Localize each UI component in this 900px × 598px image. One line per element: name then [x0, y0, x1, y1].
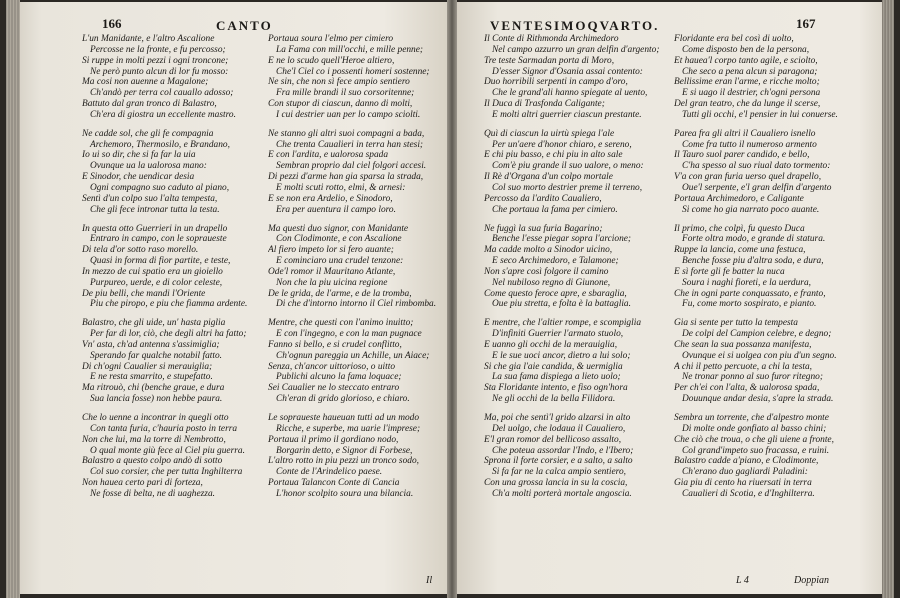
verse-line: E molti scuti rotto, elmi, & arnesi:	[276, 182, 406, 193]
running-head-right: VENTESIMOQVARTO.	[490, 18, 660, 33]
verse-line: Ma cadde molto a Sinodor uicino,	[484, 245, 613, 256]
verse-line: Io ui so dir, che si fa far la uia	[82, 150, 196, 161]
left-column-2	[268, 34, 450, 508]
verse-line: E si uago il destrier, ch'ogni persona	[682, 88, 821, 99]
verse-line: E uanno gli occhi de la merauiglia,	[484, 339, 618, 350]
verse-line: E se non era Ardelio, e Sinodoro,	[268, 193, 393, 204]
stanza	[268, 224, 450, 311]
verse-line: Sembran proprio dal ciel folgori accesi.	[276, 161, 427, 172]
verse-line: Portaua soura l'elmo per cimiero	[268, 34, 394, 44]
verse-line: I cui destrier uan per lo campo sciolti.	[276, 109, 421, 120]
verse-line: Ovunque ua la ualorosa mano:	[90, 161, 207, 172]
verse-line: Caualieri di Scotia, e d'Inghilterra.	[682, 488, 815, 499]
verse-line: Non hauea certo pari di forteza,	[82, 478, 203, 489]
verse-line: Et hauea'l corpo tanto agile, e sciolto,	[674, 55, 818, 66]
verse-line: C'ha spesso al suo riual dato tormento:	[682, 161, 831, 172]
verse-line: Parea fra gli altri il Caualiero isnello	[674, 128, 816, 139]
stanza	[484, 34, 668, 121]
verse-line: E Sinodor, che uendicar desia	[82, 172, 195, 183]
verse-line: Percosso da l'ardito Caualiero,	[484, 193, 602, 204]
verse-line: Si come ho gia narrato poco auante.	[682, 204, 820, 215]
verse-line: Borgarin detto, e Signor di Forbese,	[276, 445, 413, 456]
verse-line: Non che lui, ma la torre di Nembrotto,	[82, 434, 226, 445]
verse-line: Sprona il forte corsier, e a salto, a salto	[484, 456, 633, 467]
verse-line: Non s'apre così folgore il camino	[484, 266, 609, 277]
verse-line: Ne gli occhi de la bella Filidora.	[492, 394, 616, 405]
verse-line: E ne resta smarrito, e stupefatto.	[90, 372, 213, 383]
verse-line: Del gran teatro, che da lunge il scerse,	[674, 99, 821, 110]
verse-line: Nel nubiloso regno di Giunone,	[492, 277, 611, 288]
verse-line: Ogni compagno suo caduto al piano,	[90, 182, 230, 193]
stanza	[484, 224, 668, 311]
left-column-1	[82, 34, 266, 508]
verse-line: Duo horribili serpenti in campo d'oro,	[484, 77, 628, 88]
stanza	[484, 318, 668, 405]
verse-line: E ne lo scudo quell'Heroe altiero,	[268, 55, 395, 66]
verse-line: Soura i naghi fioreti, e la uerdura,	[682, 277, 811, 288]
verse-line: Forte oltra modo, e grande di statura.	[682, 234, 826, 245]
verse-line: E le sue uoci ancor, dietro a lui solo;	[492, 350, 631, 361]
verse-line: L'un Manidante, e l'altro Ascalione	[82, 34, 215, 44]
verse-line: D'infiniti Guerrier l'armato stuolo,	[492, 329, 624, 340]
verse-line: Col grand'impeto suo fracassa, e ruini.	[682, 445, 830, 456]
page-number-left: 166	[102, 16, 122, 31]
verse-line: Gia piu di cento ha riuersati in terra	[674, 478, 812, 489]
verse-line: Sua lancia fosse) non hebbe paura.	[90, 394, 223, 405]
verse-line: Com'è piu grande il suo ualore, o meno:	[492, 161, 644, 172]
verse-line: Ne fuggì la sua furia Bagarino;	[484, 223, 603, 234]
verse-line: Per far di lor, ciò, che degli altri ha fatto;	[90, 329, 247, 340]
verse-line: Conte de l'Arindelico paese.	[276, 467, 383, 478]
stanza	[82, 224, 266, 311]
verse-line: In mezzo de cui spatio era un gioiello	[82, 266, 223, 277]
verse-line: Archemoro, Thermosilo, e Brandano,	[90, 139, 230, 150]
verse-line: Ma questi duo signor, con Manidante	[268, 223, 409, 234]
page-number-right: 167	[796, 16, 816, 31]
verse-line: Fu, come morto sospirato, e pianto.	[682, 299, 817, 310]
verse-line: Ch'erano duo gagliardi Paladini:	[682, 467, 808, 478]
stanza	[484, 413, 668, 500]
verse-line: Del uolgo, che lodaua il Caualiero,	[492, 423, 626, 434]
verse-line: V'a con gran furia uerso quel drapello,	[674, 172, 822, 183]
verse-line: Che sean la sua possanza manifesta,	[674, 339, 812, 350]
verse-line: Tre teste Sarmadan porta di Moro,	[484, 55, 615, 66]
catchword-right: Doppian	[794, 575, 829, 586]
catchword-left: Il	[426, 575, 433, 586]
verse-line: Gia si sente per tutto la tempesta	[674, 318, 798, 329]
verse-line: Balastro cadde a'piano, e Clodimonte,	[674, 456, 819, 467]
verse-line: Che gli fece intronar tutta la testa.	[90, 204, 220, 215]
verse-line: Di molte onde gonfiato al basso chini;	[682, 423, 827, 434]
verse-line: Sperando far qualche notabil fatto.	[90, 350, 223, 361]
running-head-left: CANTO	[216, 18, 273, 33]
verse-line: Ne stanno gli altri suoi compagni a bada,	[268, 128, 425, 139]
verse-line: Col suo corsier, che per tutta Inghilterra	[90, 467, 243, 478]
verse-line: E con l'ardita, e ualorosa spada	[268, 150, 389, 161]
verse-line: Ne cadde sol, che gli fe compagnia	[82, 128, 214, 139]
verse-line: Al fiero impeto lor si fero auante;	[268, 245, 394, 256]
verse-line: Si che gia l'aie candida, & uermiglia	[484, 361, 623, 372]
verse-line: L'altro rotto in piu pezzi un tronco sodo,	[268, 456, 419, 467]
stanza	[484, 129, 668, 216]
verse-line: Ovunque ei si uolgea con piu d'un segno.	[682, 350, 837, 361]
right-column-2	[674, 34, 858, 508]
stanza	[82, 413, 266, 500]
verse-line: Sta Floridante intento, e fiso ogn'hora	[484, 383, 628, 394]
verse-line: Senza, ch'ancor uittorioso, o uitto	[268, 361, 396, 372]
verse-line: Ricche, e superbe, ma uarie l'imprese;	[276, 423, 421, 434]
verse-line: Come fra tutto il numeroso armento	[682, 139, 817, 150]
verse-line: Quì di ciascun la uirtù spiega l'ale	[484, 128, 615, 139]
stanza	[674, 413, 858, 500]
verse-line: E sì forte gli fe batter la nuca	[674, 266, 785, 277]
verse-line: Fanno si bello, e si crudel conflitto,	[268, 339, 402, 350]
verse-line: Per ch'ei con l'alta, & ualorosa spada,	[674, 383, 820, 394]
verse-line: Le sopraueste haueuan tutti ad un modo	[268, 413, 420, 423]
verse-line: Entraro in campo, con le sopraueste	[90, 234, 227, 245]
verse-line: Il Tauro suol parer candido, e bello,	[674, 150, 810, 161]
stanza	[268, 413, 450, 500]
verse-line: Era per auentura il campo loro.	[276, 204, 396, 215]
stanza	[674, 34, 858, 121]
verse-line: Mentre, che questi con l'animo inuitto;	[268, 318, 414, 329]
verse-line: Con una grossa lancia in su la coscia,	[484, 478, 628, 489]
verse-line: Che le grand'ali hanno spiegate al uento,	[492, 88, 648, 99]
verse-line: Portaua il primo il gordiano nodo,	[268, 434, 399, 445]
verse-line: Battuto dal gran tronco di Balastro,	[82, 99, 217, 110]
verse-line: O qual monte giù fece al Ciel piu guerra.	[90, 445, 245, 456]
verse-line: Che poteua assordar l'Indo, e l'Ibero;	[492, 445, 634, 456]
verse-line: Che in ogni parte conquassato, e franto,	[674, 288, 826, 299]
signature-mark: L 4	[736, 575, 749, 586]
verse-line: Di pezzi d'arme han gia sparsa la strada,	[268, 172, 424, 183]
stanza	[674, 129, 858, 216]
verse-line: E chi piu basso, e chi piu in alto sale	[484, 150, 623, 161]
verse-line: Ch'ognun pareggia un Achille, un Aiace;	[276, 350, 430, 361]
verse-line: Che lo uenne a incontrar in quegli otto	[82, 413, 229, 423]
verse-line: Oue'l serpente, e'l gran delfin d'argento	[682, 182, 832, 193]
stanza	[674, 318, 858, 405]
verse-line: Di ch'ogni Caualier si merauiglia;	[82, 361, 213, 372]
verse-line: Sei Caualier ne lo steccato entraro	[268, 383, 400, 394]
verse-line: Con stupor di ciascun, danno di molti,	[268, 99, 413, 110]
verse-line: L'honor scolpito soura una bilancia.	[276, 488, 414, 499]
verse-line: Ne fosse di belta, ne di uaghezza.	[90, 488, 215, 499]
verse-line: Ch'a molti porterà mortale angoscia.	[492, 488, 632, 499]
verse-line: Purpureo, uerde, e di color celeste,	[90, 277, 223, 288]
verse-line: Si fa far ne la calca ampio sentiero,	[492, 467, 627, 478]
right-column-1	[484, 34, 668, 508]
left-page	[6, 2, 450, 594]
verse-line: Che trenta Caualieri in terra han stesi;	[276, 139, 424, 150]
verse-line: Percosse ne la fronte, e fu percosso;	[90, 44, 226, 55]
verse-line: Il primo, che colpì, fu questo Duca	[674, 223, 805, 234]
verse-line: Oue piu stretta, e folta è la battaglia.	[492, 299, 631, 310]
verse-line: De piu belli, che mandi l'Oriente	[82, 288, 206, 299]
verse-line: Ma ritrouò, chi (benche graue, e dura	[82, 383, 225, 394]
verse-line: Ch'era di giostra un eccellente mastro.	[90, 109, 236, 120]
verse-line: Che ciò che troua, o che gli uiene a fronte,	[674, 434, 834, 445]
verse-line: Come questo feroce apre, e sbaraglia,	[484, 288, 627, 299]
verse-line: Che'l Ciel co i possenti homeri sostenne;	[276, 66, 430, 77]
verse-line: Piu che piropo, e piu che fiamma ardente.	[90, 299, 248, 310]
verse-line: Ma, poi che sentì'l grido alzarsi in alto	[484, 413, 631, 423]
verse-line: Sentì d'un colpo suo l'alta tempesta,	[82, 193, 218, 204]
stanza	[674, 224, 858, 311]
right-page	[454, 2, 894, 594]
stanza	[268, 318, 450, 405]
verse-line: Il Rè d'Organa d'un colpo mortale	[484, 172, 613, 183]
page-edges-left	[6, 0, 20, 598]
verse-line: Di che d'intorno intorno il Ciel rimbomba.	[276, 299, 437, 310]
verse-line: Il Duca di Trasfonda Caligante;	[484, 99, 605, 110]
verse-line: Ne tronar ponno al suo furor ritegno;	[682, 372, 823, 383]
verse-line: E'l gran romor del bellicoso assalto,	[484, 434, 622, 445]
verse-line: Si ruppe in molti pezzi i ogni troncone;	[82, 55, 229, 66]
verse-line: E mentre, che l'altier rompe, e scompiglia	[484, 318, 642, 329]
verse-line: Non che la piu uicina regione	[276, 277, 388, 288]
verse-line: D'esser Signor d'Osania assai contento:	[492, 66, 643, 77]
verse-line: Fra mille brandi il suo corsoritenne;	[276, 88, 415, 99]
verse-line: Come disposto ben de la persona,	[682, 44, 810, 55]
verse-line: Il Conte di Rithmonda Archimedoro	[484, 34, 619, 44]
verse-line: E molti altri guerrier ciascun prestante.	[492, 109, 642, 120]
verse-line: Sembra un torrente, che d'alpestro monte	[674, 413, 829, 423]
verse-line: Portaua Talancon Conte di Cancia	[268, 478, 400, 489]
verse-line: Bellissime eran l'arme, e ricche molto;	[674, 77, 820, 88]
stanza	[82, 129, 266, 216]
verse-line: Benche l'esse piegar sopra l'arcione;	[492, 234, 632, 245]
verse-line: Quasi in forma di fior partite, e teste,	[90, 256, 231, 267]
verse-line: La sua fama dispiega a lieto uolo;	[492, 372, 621, 383]
verse-line: Publichi alcuno la fama loquace;	[276, 372, 402, 383]
verse-line: Ch'eran di grido glorioso, e chiaro.	[276, 394, 410, 405]
verse-line: Benche fosse piu d'altra soda, e dura,	[682, 256, 824, 267]
verse-line: Nel campo azzurro un gran delfin d'argento;	[492, 44, 660, 55]
verse-line: Ma cosi non auenne a Magalone;	[82, 77, 209, 88]
verse-line: In questa otto Guerrieri in un drapello	[82, 223, 228, 234]
verse-line: Portaua Archimedoro, e Caligante	[674, 193, 804, 204]
verse-line: Floridante era bel così di uolto,	[674, 34, 794, 44]
verse-line: Con tanta furia, c'hauria posto in terra	[90, 423, 238, 434]
verse-line: Douunque andar desia, s'apre la strada.	[682, 394, 834, 405]
verse-line: Ruppe la lancia, come una festuca,	[674, 245, 806, 256]
verse-line: Ne sin, che non sì fece ampio sentiero	[268, 77, 410, 88]
verse-line: La Fama con mill'occhi, e mille penne;	[276, 44, 424, 55]
verse-line: Che seco a pena alcun si paragona;	[682, 66, 818, 77]
verse-line: Che portaua la fama per cimiero.	[492, 204, 618, 215]
verse-line: A chi il petto percuote, a chi la testa,	[674, 361, 812, 372]
verse-line: Tutti gli occhi, e'l pensier in lui conuerse.	[682, 109, 838, 120]
verse-line: E seco Archimedoro, e Talamone;	[492, 256, 619, 267]
verse-line: Col suo morto destrier preme il terreno,	[492, 182, 643, 193]
verse-line: Ode'l romor il Mauritano Atlante,	[268, 266, 396, 277]
verse-line: Vn' asta, ch'ad antenna s'assimiglia;	[82, 339, 220, 350]
page-edges-right	[882, 0, 894, 598]
verse-line: De le grida, de l'arme, e de la tromba,	[268, 288, 412, 299]
open-book	[6, 0, 894, 598]
stanza	[268, 34, 450, 121]
verse-line: Balastro, che gli uide, un' hasta piglia	[82, 318, 226, 329]
stanza	[268, 129, 450, 216]
stanza	[82, 34, 266, 121]
verse-line: Balastro a questo colpo andò di sotto	[82, 456, 223, 467]
verse-line: Con Clodimonte, e con Ascalione	[276, 234, 402, 245]
verse-line: Per un'aere d'honor chiaro, e sereno,	[492, 139, 632, 150]
stanza	[82, 318, 266, 405]
verse-line: De colpi del Campion celebre, e degno;	[682, 329, 832, 340]
verse-line: E con l'ingegno, e con la man pugnace	[276, 329, 422, 340]
verse-line: Di tela d'or sotto raso morello.	[82, 245, 199, 256]
verse-line: Ch'andò per terra col cauallo adosso;	[90, 88, 234, 99]
verse-line: E cominciaro una crudel tenzone:	[276, 256, 404, 267]
verse-line: Ne però punto alcun di lor fu mosso:	[90, 66, 229, 77]
gutter	[447, 0, 457, 598]
